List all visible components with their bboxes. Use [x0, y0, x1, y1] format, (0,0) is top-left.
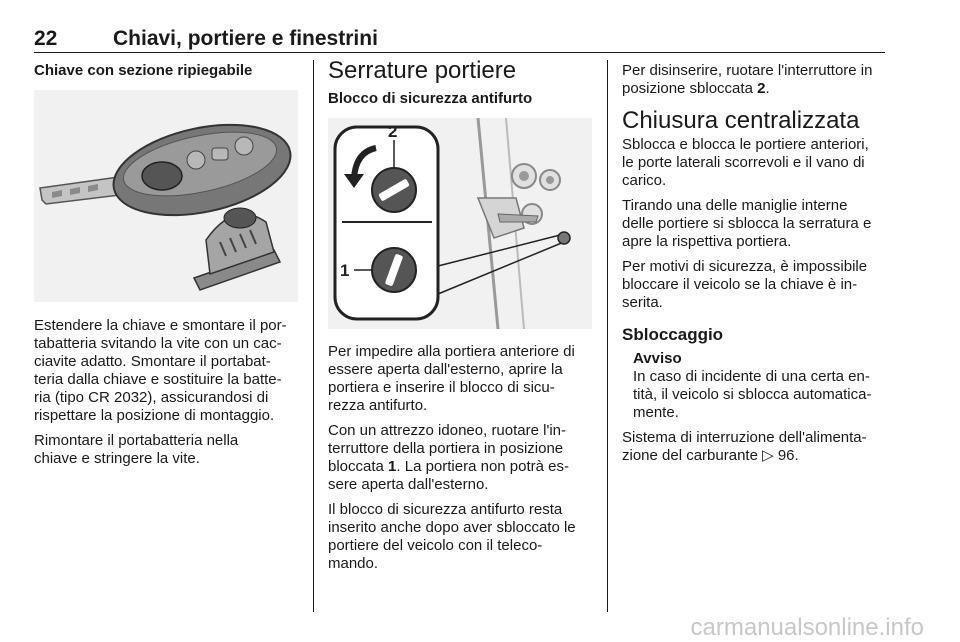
position-1-label: 1	[388, 458, 397, 475]
column-1	[34, 62, 300, 475]
column-divider-2	[607, 60, 608, 612]
note-text: In caso di incidente di una certa en- tità, il veicolo si sblocca automatica- mente.	[633, 368, 872, 421]
section-title: Chiavi, portiere e finestrini	[113, 27, 378, 50]
central-locking-paragraph-2: Tirando una delle maniglie interne delle portiere si sblocca la serratura e apre la rispettiva portiera.	[622, 197, 872, 250]
watermark: carmanualsonline.info	[690, 614, 924, 641]
disable-paragraph-text-a: Per disinserire, ruotare l'interruttore in posizione sbloccata	[622, 62, 873, 97]
key-paragraph-2: Rimontare il portabatteria nella chiave e stringere la vite.	[34, 432, 239, 467]
figure-label-1: 1	[340, 261, 350, 280]
column-3	[622, 62, 890, 472]
header-rule	[34, 52, 885, 53]
fuel-cutoff-page-ref[interactable]: 96.	[777, 447, 799, 464]
central-locking-paragraph-3: Per motivi di sicurezza, è impossibile bloccare il veicolo se la chiave è in- serita.	[622, 258, 868, 311]
position-2-label: 2	[757, 80, 766, 97]
column-2	[328, 57, 594, 580]
page-number: 22	[34, 27, 58, 50]
key-illustration	[34, 90, 298, 302]
fuel-cutoff-text: Sistema di interruzione dell'alimenta- zione del carburante	[622, 429, 867, 464]
antitheft-paragraph-2	[328, 422, 594, 494]
central-locking-heading: Chiusura centralizzata	[622, 107, 860, 134]
antitheft-paragraph-2-text-b: . La portiera non potrà es- sere aperta dall'esterno.	[328, 458, 569, 493]
door-locks-heading: Serrature portiere	[328, 57, 517, 84]
note-box	[622, 350, 890, 422]
door-lock-illustration	[328, 118, 592, 329]
fuel-cutoff-paragraph	[622, 429, 890, 465]
key-heading: Chiave con sezione ripiegabile	[34, 62, 253, 79]
antitheft-paragraph-1: Per impedire alla portiera anteriore di essere aperta dall'esterno, aprire la portiera e inserire il blocco di sicu- rezza antifurto.	[328, 343, 575, 414]
page-reference-icon: ▷	[762, 447, 774, 464]
central-locking-paragraph-1: Sblocca e blocca le portiere anteriori, le porte laterali scorrevoli e il vano di carico.	[622, 136, 869, 189]
antitheft-paragraph-2-text-a: Con un attrezzo idoneo, ruotare l'in- terruttore della portiera in posizione bloccata	[328, 422, 567, 475]
unlocking-subheading: Sbloccaggio	[622, 325, 724, 344]
key-paragraph-1: Estendere la chiave e smontare il por- tabatteria svitando la vite con un cac- ciavite adatto. Smontare il portabat- teria dalla chiave e sostituire la batte- ria (tipo CR 2032), assicurandosi di rispettare la posizione di montaggio.	[34, 317, 287, 424]
column-divider-1	[313, 60, 314, 612]
note-title: Avviso	[633, 350, 682, 367]
disable-paragraph-text-b: .	[765, 80, 770, 97]
figure-label-2: 2	[388, 122, 398, 141]
disable-paragraph	[622, 62, 890, 98]
antitheft-paragraph-3: Il blocco di sicurezza antifurto resta inserito anche dopo aver sbloccato le portiere del veicolo con il teleco- mando.	[328, 501, 576, 572]
antitheft-subheading: Blocco di sicurezza antifurto	[328, 90, 533, 107]
